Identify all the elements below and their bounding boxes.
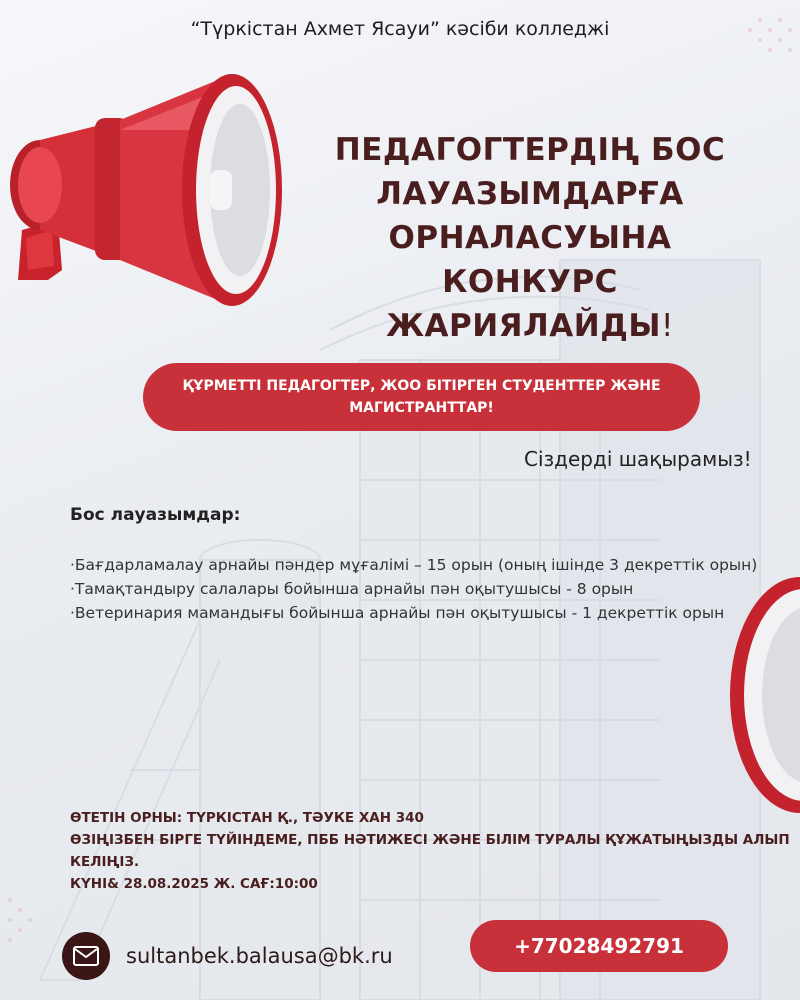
headline-line-4-text: ЖАРИЯЛАЙДЫ [386, 308, 661, 344]
vacancies-title: Бос лауазымдар: [70, 505, 241, 525]
invitation-text: Сіздерді шақырамыз! [524, 447, 752, 471]
phone-button[interactable] [470, 920, 728, 972]
phone-number: +77028492791 [514, 934, 684, 958]
college-name: “Түркістан Ахмет Ясауи” кәсіби колледжі [190, 18, 610, 40]
email-link[interactable]: sultanbek.balausa@bk.ru [126, 944, 393, 968]
headline-exclamation: ! [660, 308, 674, 344]
event-info [70, 807, 790, 895]
vacancy-item: ·Бағдарламалау арнайы пәндер мұғалімі – 15 орын (оның ішінде 3 декреттік орын) [70, 556, 758, 574]
envelope-icon [62, 932, 110, 980]
megaphone-icon [0, 70, 290, 324]
datetime-text: КҮНІ& 28.08.2025 Ж. САҒ:10:00 [70, 876, 318, 892]
megaphone-icon [722, 565, 800, 829]
vacancy-item: ·Ветеринария мамандығы бойынша арнайы пән оқытушысы - 1 декреттік орын [70, 604, 725, 622]
headline-line-2: ЛАУАЗЫМДАРҒА [376, 176, 684, 212]
greeting-text: ҚҰРМЕТТІ ПЕДАГОГТЕР, ЖОО БІТІРГЕН СТУДЕНТТЕР ЖӘНЕ МАГИСТРАНТТАР! [182, 378, 661, 416]
documents-text: ӨЗІҢІЗБЕН БІРГЕ ТҮЙІНДЕМЕ, ПББ НӘТИЖЕСІ ЖӘНЕ БІЛІМ ТУРАЛЫ ҚҰЖАТЫҢЫЗДЫ АЛЫП КЕЛІҢІЗ. [70, 832, 790, 870]
headline-line-4 [300, 304, 760, 348]
headline-line-1: ПЕДАГОГТЕРДІҢ БОС [334, 132, 726, 168]
greeting-banner [143, 363, 700, 431]
headline-line-3: ОРНАЛАСУЫНА КОНКУРС [388, 220, 672, 300]
vacancies-list [70, 553, 770, 625]
location-text: ӨТЕТІН ОРНЫ: ТҮРКІСТАН Қ., ТӘУКЕ ХАН 340 [70, 810, 424, 826]
headline [300, 128, 760, 348]
email-contact[interactable] [62, 932, 393, 980]
vacancy-item: ·Тамақтандыру салалары бойынша арнайы пән оқытушысы - 8 орын [70, 580, 634, 598]
